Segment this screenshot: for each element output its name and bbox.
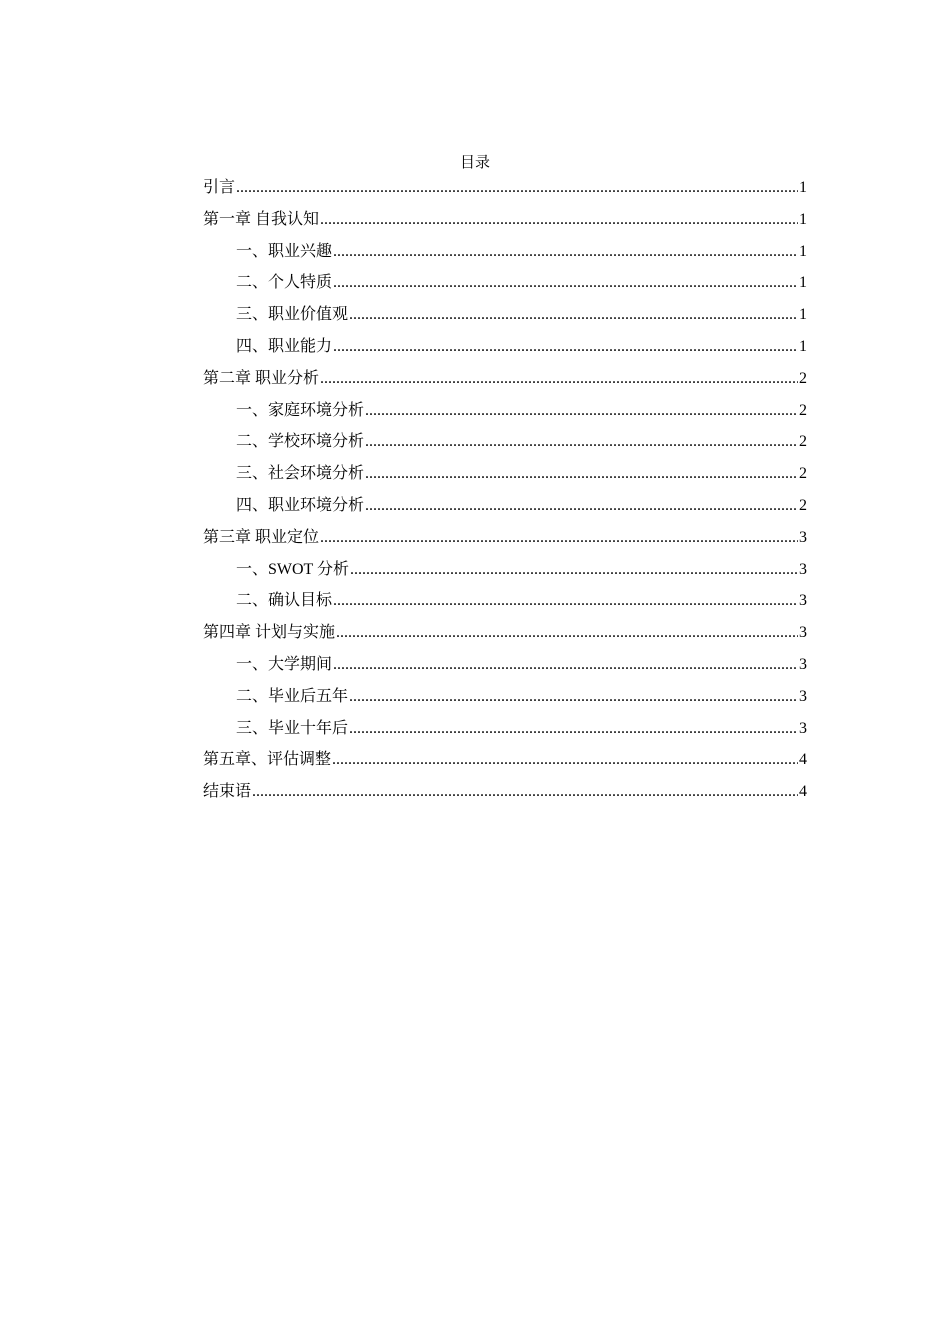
toc-dot-leader: [320, 204, 798, 236]
toc-entry[interactable]: [203, 617, 807, 649]
toc-entry[interactable]: [203, 554, 807, 586]
toc-page-number: 3: [799, 719, 807, 737]
toc-dot-leader: [365, 395, 798, 427]
toc-dot-leader: [252, 776, 798, 808]
toc-entry-text: 一、SWOT 分析: [236, 560, 350, 578]
toc-page-number: 1: [799, 274, 807, 292]
toc-page-number: 3: [799, 687, 807, 705]
toc-entry[interactable]: [203, 649, 807, 681]
toc-dot-leader: [350, 554, 798, 586]
toc-entry-text: 结束语: [203, 783, 252, 801]
toc-entry[interactable]: [203, 331, 807, 363]
toc-title: 目录: [459, 153, 490, 171]
toc-page-number: 4: [799, 783, 807, 801]
toc-entry-text: 二、个人特质: [236, 274, 333, 292]
toc-page-number: 1: [799, 242, 807, 260]
toc-entry[interactable]: [203, 267, 807, 299]
toc-entry[interactable]: [203, 458, 807, 490]
toc-entry[interactable]: [203, 681, 807, 713]
toc-page-number: 1: [799, 210, 807, 228]
toc-page-number: 1: [799, 306, 807, 324]
toc-page-number: 3: [799, 624, 807, 642]
toc-entry-text: 第三章 职业定位: [203, 528, 320, 546]
toc-entry[interactable]: [203, 490, 807, 522]
toc-entry[interactable]: [203, 776, 807, 808]
toc-entry-text: 四、职业环境分析: [236, 496, 365, 514]
toc-page-number: 2: [799, 496, 807, 514]
toc-page-number: 4: [799, 751, 807, 769]
toc-entry[interactable]: [203, 363, 807, 395]
toc-page-number: 2: [799, 465, 807, 483]
toc-entry-text: 二、确认目标: [236, 592, 333, 610]
table-of-contents: [203, 172, 807, 808]
toc-page-number: 3: [799, 655, 807, 673]
toc-entry-text: 第四章 计划与实施: [203, 624, 336, 642]
toc-entry-text: 四、职业能力: [236, 337, 333, 355]
toc-entry-text: 第二章 职业分析: [203, 369, 320, 387]
toc-entry[interactable]: [203, 204, 807, 236]
toc-entry[interactable]: [203, 426, 807, 458]
toc-entry-text: 一、家庭环境分析: [236, 401, 365, 419]
toc-entry[interactable]: [203, 522, 807, 554]
toc-dot-leader: [365, 426, 798, 458]
toc-dot-leader: [333, 649, 798, 681]
toc-page-number: 3: [799, 528, 807, 546]
toc-entry[interactable]: [203, 236, 807, 268]
toc-entry-text: 二、学校环境分析: [236, 433, 365, 451]
toc-page-number: 3: [799, 592, 807, 610]
toc-page-number: 2: [799, 433, 807, 451]
toc-entry[interactable]: [203, 713, 807, 745]
toc-entry[interactable]: [203, 395, 807, 427]
toc-page-number: 1: [799, 337, 807, 355]
toc-page-number: 2: [799, 401, 807, 419]
toc-dot-leader: [320, 363, 798, 395]
toc-dot-leader: [349, 681, 798, 713]
toc-dot-leader: [333, 585, 798, 617]
toc-entry[interactable]: [203, 299, 807, 331]
toc-entry[interactable]: [203, 585, 807, 617]
toc-entry-text: 第一章 自我认知: [203, 210, 320, 228]
toc-entry-text: 三、职业价值观: [236, 306, 349, 324]
toc-dot-leader: [349, 299, 798, 331]
toc-entry-text: 三、社会环境分析: [236, 465, 365, 483]
toc-page-number: 3: [799, 560, 807, 578]
toc-dot-leader: [349, 713, 798, 745]
toc-entry[interactable]: [203, 744, 807, 776]
toc-dot-leader: [333, 236, 798, 268]
toc-entry-text: 引言: [203, 179, 236, 196]
toc-dot-leader: [332, 744, 798, 776]
toc-dot-leader: [333, 331, 798, 363]
toc-dot-leader: [365, 490, 798, 522]
toc-dot-leader: [236, 172, 798, 204]
toc-entry[interactable]: [203, 172, 807, 204]
toc-page-number: 2: [799, 369, 807, 387]
toc-entry-text: 一、职业兴趣: [236, 242, 333, 260]
toc-entry-text: 第五章、评估调整: [203, 751, 332, 769]
toc-dot-leader: [320, 522, 798, 554]
toc-dot-leader: [336, 617, 798, 649]
toc-dot-leader: [365, 458, 798, 490]
toc-entry-text: 二、毕业后五年: [236, 687, 349, 705]
toc-entry-text: 一、大学期间: [236, 655, 333, 673]
toc-entry-text: 三、毕业十年后: [236, 719, 349, 737]
toc-page-number: 1: [799, 179, 807, 196]
toc-dot-leader: [333, 267, 798, 299]
